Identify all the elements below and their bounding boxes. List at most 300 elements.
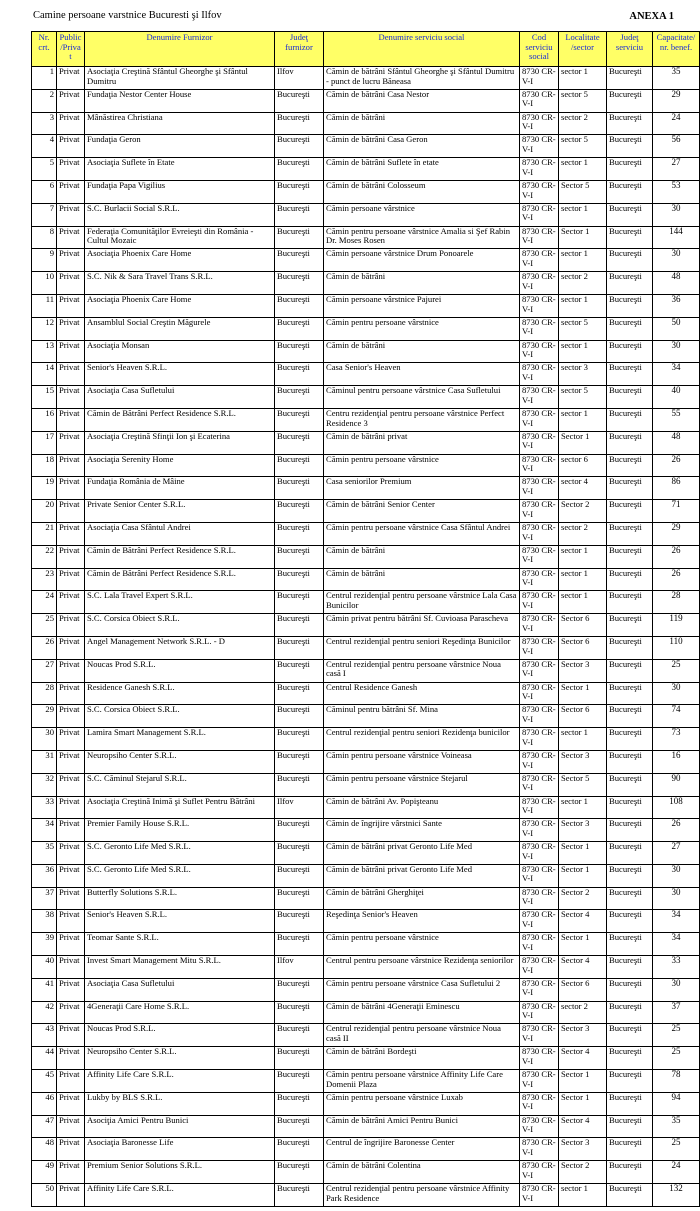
cell-service-name: Cămin pentru persoane vârstnice Voineasa [324, 750, 520, 773]
cell-service-name: Centrul rezidenţial pentru persoane vârstnice Affinity Park Residence [324, 1184, 520, 1207]
cell-service-name: Cămin pentru persoane vârstnice [324, 454, 520, 477]
cell-service-code: 8730 CR-V-I [520, 180, 559, 203]
cell-locality: Sector 4 [559, 1115, 607, 1138]
cell-service-code: 8730 CR-V-I [520, 614, 559, 637]
cell-capacity: 35 [653, 1115, 700, 1138]
cell-service-name: Cămin de bătrâni privat [324, 431, 520, 454]
cell-provider-name: S.C. Lala Travel Expert S.R.L. [85, 591, 275, 614]
cell-provider-name: Butterfly Solutions S.R.L. [85, 887, 275, 910]
cell-provider-name: Cămin de Bătrâni Perfect Residence S.R.L. [85, 568, 275, 591]
table-body [32, 67, 700, 1207]
cell-service-code: 8730 CR-V-I [520, 408, 559, 431]
cell-public-private: Privat [57, 1024, 85, 1047]
cell-provider-name: 4Generaţii Care Home S.R.L. [85, 1001, 275, 1024]
cell-capacity: 24 [653, 1161, 700, 1184]
cell-service-county: Bucureşti [607, 796, 653, 819]
cell-locality: sector 2 [559, 1001, 607, 1024]
cell-provider-county: Bucureşti [275, 1115, 324, 1138]
table-row [32, 522, 700, 545]
cell-public-private: Privat [57, 1138, 85, 1161]
cell-locality: Sector 6 [559, 636, 607, 659]
table-row [32, 728, 700, 751]
cell-nr: 20 [32, 500, 57, 523]
cell-provider-name: Fundaţia Geron [85, 135, 275, 158]
cell-capacity: 30 [653, 864, 700, 887]
cell-service-county: Bucureşti [607, 1092, 653, 1115]
cell-public-private: Privat [57, 864, 85, 887]
cell-provider-county: Bucureşti [275, 1161, 324, 1184]
cell-service-name: Cămin de bătrâni Colentina [324, 1161, 520, 1184]
cell-nr: 13 [32, 340, 57, 363]
cell-provider-name: Invest Smart Management Mitu S.R.L. [85, 956, 275, 979]
cell-nr: 29 [32, 705, 57, 728]
cell-locality: sector 2 [559, 112, 607, 135]
header-service-county: Judeţ serviciu [607, 32, 653, 67]
cell-public-private: Privat [57, 636, 85, 659]
cell-provider-name: Cămin de Bătrâni Perfect Residence S.R.L. [85, 545, 275, 568]
cell-service-county: Bucureşti [607, 272, 653, 295]
cell-service-name: Centrul rezidenţial pentru seniori Reşedinţa Bunicilor [324, 636, 520, 659]
annex-label: ANEXA 1 [629, 11, 674, 22]
cell-service-code: 8730 CR-V-I [520, 750, 559, 773]
cell-service-county: Bucureşti [607, 1001, 653, 1024]
cell-provider-name: Noucas Prod S.R.L. [85, 1024, 275, 1047]
cell-service-name: Cămin de bătrâni [324, 112, 520, 135]
cell-nr: 21 [32, 522, 57, 545]
cell-provider-name: Asociaţia Serenity Home [85, 454, 275, 477]
table-row [32, 591, 700, 614]
cell-provider-county: Bucureşti [275, 910, 324, 933]
cell-capacity: 34 [653, 933, 700, 956]
cell-service-code: 8730 CR-V-I [520, 545, 559, 568]
cell-provider-county: Bucureşti [275, 773, 324, 796]
cell-provider-name: Ansamblul Social Creştin Măgurele [85, 317, 275, 340]
cell-capacity: 73 [653, 728, 700, 751]
table-row [32, 363, 700, 386]
cell-service-county: Bucureşti [607, 750, 653, 773]
cell-capacity: 29 [653, 89, 700, 112]
cell-capacity: 30 [653, 340, 700, 363]
cell-nr: 9 [32, 249, 57, 272]
cell-provider-name: Fundaţia Nestor Center House [85, 89, 275, 112]
cell-provider-name: Asociaţia Casa Sfântul Andrei [85, 522, 275, 545]
cell-service-code: 8730 CR-V-I [520, 705, 559, 728]
cell-nr: 22 [32, 545, 57, 568]
cell-nr: 49 [32, 1161, 57, 1184]
cell-provider-name: Cămin de Bătrâni Perfect Residence S.R.L. [85, 408, 275, 431]
care-homes-table [31, 31, 700, 1207]
cell-service-name: Cămin de bătrâni [324, 545, 520, 568]
cell-service-code: 8730 CR-V-I [520, 477, 559, 500]
cell-public-private: Privat [57, 340, 85, 363]
cell-service-name: Cămin de bătrâni Casa Geron [324, 135, 520, 158]
cell-service-code: 8730 CR-V-I [520, 1115, 559, 1138]
cell-provider-name: S.C. Geronto Life Med S.R.L. [85, 864, 275, 887]
cell-provider-county: Bucureşti [275, 317, 324, 340]
document-title: Camine persoane varstnice Bucuresti şi Ilfov [33, 10, 222, 21]
cell-service-county: Bucureşti [607, 978, 653, 1001]
table-row [32, 454, 700, 477]
cell-capacity: 26 [653, 454, 700, 477]
table-row [32, 1070, 700, 1093]
header-provider-county: Judeţ furnizor [275, 32, 324, 67]
cell-service-code: 8730 CR-V-I [520, 340, 559, 363]
cell-service-code: 8730 CR-V-I [520, 1161, 559, 1184]
cell-service-name: Centru rezidenţial pentru persoane vârstnice Perfect Residence 3 [324, 408, 520, 431]
cell-service-name: Cămin pentru persoane vârstnice Casa Sufletului 2 [324, 978, 520, 1001]
cell-public-private: Privat [57, 773, 85, 796]
cell-provider-county: Bucureşti [275, 226, 324, 249]
cell-capacity: 33 [653, 956, 700, 979]
cell-nr: 31 [32, 750, 57, 773]
cell-service-county: Bucureşti [607, 180, 653, 203]
cell-nr: 43 [32, 1024, 57, 1047]
cell-public-private: Privat [57, 682, 85, 705]
cell-service-county: Bucureşti [607, 705, 653, 728]
table-row [32, 1001, 700, 1024]
cell-service-code: 8730 CR-V-I [520, 773, 559, 796]
cell-locality: Sector 1 [559, 933, 607, 956]
cell-capacity: 94 [653, 1092, 700, 1115]
cell-nr: 39 [32, 933, 57, 956]
cell-service-county: Bucureşti [607, 203, 653, 226]
cell-nr: 3 [32, 112, 57, 135]
cell-capacity: 16 [653, 750, 700, 773]
cell-locality: Sector 2 [559, 500, 607, 523]
table-row [32, 636, 700, 659]
cell-nr: 19 [32, 477, 57, 500]
cell-capacity: 74 [653, 705, 700, 728]
cell-capacity: 48 [653, 431, 700, 454]
cell-locality: Sector 2 [559, 1161, 607, 1184]
cell-service-county: Bucureşti [607, 910, 653, 933]
cell-capacity: 71 [653, 500, 700, 523]
cell-service-name: Centrul rezidenţial pentru persoane vârstnice Noua casă I [324, 659, 520, 682]
cell-public-private: Privat [57, 819, 85, 842]
cell-nr: 11 [32, 294, 57, 317]
cell-provider-name: Asociaţia Suflete în Etate [85, 158, 275, 181]
cell-locality: Sector 1 [559, 226, 607, 249]
cell-provider-name: S.C. Burlacii Social S.R.L. [85, 203, 275, 226]
cell-locality: sector 5 [559, 386, 607, 409]
cell-service-county: Bucureşti [607, 545, 653, 568]
table-row [32, 842, 700, 865]
cell-provider-county: Bucureşti [275, 864, 324, 887]
cell-capacity: 50 [653, 317, 700, 340]
cell-provider-county: Bucureşti [275, 614, 324, 637]
cell-public-private: Privat [57, 454, 85, 477]
cell-provider-county: Bucureşti [275, 659, 324, 682]
cell-public-private: Privat [57, 659, 85, 682]
cell-nr: 6 [32, 180, 57, 203]
cell-service-name: Cămin de bătrâni 4Generaţii Eminescu [324, 1001, 520, 1024]
cell-nr: 48 [32, 1138, 57, 1161]
cell-provider-county: Bucureşti [275, 728, 324, 751]
table-row [32, 978, 700, 1001]
cell-service-code: 8730 CR-V-I [520, 67, 559, 90]
cell-nr: 1 [32, 67, 57, 90]
cell-locality: sector 1 [559, 158, 607, 181]
cell-public-private: Privat [57, 933, 85, 956]
cell-nr: 15 [32, 386, 57, 409]
cell-service-name: Cămin de bătrâni privat Geronto Life Med [324, 864, 520, 887]
table-row [32, 272, 700, 295]
cell-service-county: Bucureşti [607, 226, 653, 249]
cell-nr: 14 [32, 363, 57, 386]
header-service-code: Cod serviciu social [520, 32, 559, 67]
cell-provider-name: Asociaţia Phoenix Care Home [85, 249, 275, 272]
header-service-name: Denumire serviciu social [324, 32, 520, 67]
cell-capacity: 27 [653, 842, 700, 865]
cell-locality: sector 6 [559, 454, 607, 477]
table-row [32, 294, 700, 317]
cell-provider-county: Bucureşti [275, 112, 324, 135]
cell-nr: 42 [32, 1001, 57, 1024]
cell-service-code: 8730 CR-V-I [520, 933, 559, 956]
cell-capacity: 25 [653, 659, 700, 682]
cell-service-code: 8730 CR-V-I [520, 819, 559, 842]
cell-locality: sector 1 [559, 796, 607, 819]
cell-provider-county: Bucureşti [275, 636, 324, 659]
cell-provider-county: Bucureşti [275, 887, 324, 910]
cell-nr: 36 [32, 864, 57, 887]
cell-service-county: Bucureşti [607, 386, 653, 409]
cell-service-name: Cămin de bătrâni Colosseum [324, 180, 520, 203]
cell-service-code: 8730 CR-V-I [520, 1138, 559, 1161]
cell-service-code: 8730 CR-V-I [520, 454, 559, 477]
cell-locality: sector 1 [559, 340, 607, 363]
cell-provider-county: Bucureşti [275, 1024, 324, 1047]
cell-nr: 35 [32, 842, 57, 865]
cell-provider-county: Bucureşti [275, 454, 324, 477]
cell-service-county: Bucureşti [607, 956, 653, 979]
cell-capacity: 110 [653, 636, 700, 659]
table-row [32, 386, 700, 409]
cell-capacity: 108 [653, 796, 700, 819]
cell-capacity: 144 [653, 226, 700, 249]
cell-service-name: Cămin persoane vârstnice Pajurei [324, 294, 520, 317]
cell-service-county: Bucureşti [607, 112, 653, 135]
cell-provider-name: Asociaţia Creştină Inimă şi Suflet Pentru Bătrâni [85, 796, 275, 819]
cell-service-name: Casa Senior's Heaven [324, 363, 520, 386]
cell-service-county: Bucureşti [607, 1024, 653, 1047]
cell-locality: Sector 1 [559, 1092, 607, 1115]
cell-provider-county: Bucureşti [275, 1047, 324, 1070]
cell-service-county: Bucureşti [607, 158, 653, 181]
cell-nr: 37 [32, 887, 57, 910]
cell-service-name: Centrul rezidenţial pentru persoane vârstnice Noua casă II [324, 1024, 520, 1047]
cell-provider-county: Bucureşti [275, 1001, 324, 1024]
cell-public-private: Privat [57, 226, 85, 249]
cell-nr: 40 [32, 956, 57, 979]
cell-provider-county: Bucureşti [275, 568, 324, 591]
cell-provider-name: Asociaţia Creştină Sfinţii Ion şi Ecaterina [85, 431, 275, 454]
cell-service-code: 8730 CR-V-I [520, 294, 559, 317]
cell-service-code: 8730 CR-V-I [520, 1070, 559, 1093]
cell-service-name: Cămin pentru persoane vârstnice Stejarul [324, 773, 520, 796]
cell-provider-county: Bucureşti [275, 500, 324, 523]
cell-service-name: Cămin persoane vârstnice [324, 203, 520, 226]
cell-capacity: 36 [653, 294, 700, 317]
cell-service-name: Cămin pentru persoane vârstnice [324, 317, 520, 340]
cell-service-code: 8730 CR-V-I [520, 591, 559, 614]
cell-locality: sector 2 [559, 272, 607, 295]
cell-provider-county: Bucureşti [275, 249, 324, 272]
cell-provider-county: Bucureşti [275, 545, 324, 568]
cell-provider-county: Bucureşti [275, 340, 324, 363]
cell-service-county: Bucureşti [607, 317, 653, 340]
table-row [32, 408, 700, 431]
cell-provider-name: Residence Ganesh S.R.L. [85, 682, 275, 705]
table-row [32, 568, 700, 591]
table-row [32, 819, 700, 842]
cell-locality: sector 5 [559, 317, 607, 340]
cell-nr: 44 [32, 1047, 57, 1070]
cell-provider-name: Federaţia Comunităţilor Evreieşti din România - Cultul Mozaic [85, 226, 275, 249]
table-row [32, 1161, 700, 1184]
cell-service-county: Bucureşti [607, 933, 653, 956]
cell-provider-county: Bucureşti [275, 89, 324, 112]
cell-provider-county: Bucureşti [275, 933, 324, 956]
cell-service-code: 8730 CR-V-I [520, 568, 559, 591]
cell-provider-name: Senior's Heaven S.R.L. [85, 363, 275, 386]
cell-provider-name: Private Senior Center S.R.L. [85, 500, 275, 523]
cell-locality: sector 2 [559, 522, 607, 545]
cell-service-code: 8730 CR-V-I [520, 1001, 559, 1024]
cell-public-private: Privat [57, 956, 85, 979]
cell-locality: Sector 4 [559, 1047, 607, 1070]
cell-locality: sector 1 [559, 203, 607, 226]
cell-capacity: 26 [653, 545, 700, 568]
cell-public-private: Privat [57, 978, 85, 1001]
header-public-private: Public /Priva t [57, 32, 85, 67]
cell-capacity: 30 [653, 887, 700, 910]
cell-locality: Sector 4 [559, 910, 607, 933]
table-row [32, 682, 700, 705]
cell-service-code: 8730 CR-V-I [520, 226, 559, 249]
cell-service-county: Bucureşti [607, 1070, 653, 1093]
cell-capacity: 78 [653, 1070, 700, 1093]
cell-service-code: 8730 CR-V-I [520, 956, 559, 979]
cell-service-name: Cămin de bătrâni [324, 568, 520, 591]
cell-public-private: Privat [57, 545, 85, 568]
cell-provider-name: Fundaţia România de Mâine [85, 477, 275, 500]
cell-provider-name: Asociaţia Creştină Sfântul Gheorghe şi Sfântul Dumitru [85, 67, 275, 90]
cell-provider-name: Noucas Prod S.R.L. [85, 659, 275, 682]
cell-locality: sector 1 [559, 408, 607, 431]
cell-locality: sector 1 [559, 67, 607, 90]
cell-locality: sector 3 [559, 363, 607, 386]
cell-public-private: Privat [57, 614, 85, 637]
cell-capacity: 53 [653, 180, 700, 203]
cell-service-name: Casa seniorilor Premium [324, 477, 520, 500]
cell-provider-county: Bucureşti [275, 682, 324, 705]
cell-capacity: 25 [653, 1024, 700, 1047]
cell-provider-county: Bucureşti [275, 1138, 324, 1161]
cell-capacity: 37 [653, 1001, 700, 1024]
cell-service-code: 8730 CR-V-I [520, 636, 559, 659]
cell-provider-county: Bucureşti [275, 750, 324, 773]
cell-provider-county: Ilfov [275, 796, 324, 819]
cell-service-name: Reşedinţa Senior's Heaven [324, 910, 520, 933]
cell-locality: sector 5 [559, 89, 607, 112]
cell-public-private: Privat [57, 705, 85, 728]
cell-public-private: Privat [57, 203, 85, 226]
cell-provider-county: Bucureşti [275, 158, 324, 181]
cell-provider-name: Asociaţia Baronesse Life [85, 1138, 275, 1161]
cell-service-county: Bucureşti [607, 614, 653, 637]
cell-locality: sector 1 [559, 568, 607, 591]
cell-service-county: Bucureşti [607, 294, 653, 317]
cell-nr: 16 [32, 408, 57, 431]
cell-service-name: Cămin de bătrâni Senior Center [324, 500, 520, 523]
cell-service-county: Bucureşti [607, 477, 653, 500]
cell-capacity: 29 [653, 522, 700, 545]
cell-public-private: Privat [57, 1070, 85, 1093]
table-row [32, 158, 700, 181]
cell-provider-name: Asociaţia Casa Sufletului [85, 386, 275, 409]
cell-service-county: Bucureşti [607, 682, 653, 705]
cell-capacity: 24 [653, 112, 700, 135]
cell-service-name: Cămin de bătrâni Sfântul Gheorghe şi Sfântul Dumitru - punct de lucru Băneasa [324, 67, 520, 90]
header-locality: Localitate /sector [559, 32, 607, 67]
cell-service-name: Centrul Residence Ganesh [324, 682, 520, 705]
table-row [32, 956, 700, 979]
cell-locality: Sector 3 [559, 1024, 607, 1047]
cell-nr: 24 [32, 591, 57, 614]
cell-nr: 33 [32, 796, 57, 819]
cell-locality: Sector 1 [559, 431, 607, 454]
cell-service-county: Bucureşti [607, 89, 653, 112]
cell-provider-name: Lamira Smart Management S.R.L. [85, 728, 275, 751]
cell-public-private: Privat [57, 317, 85, 340]
table-row [32, 89, 700, 112]
cell-capacity: 30 [653, 203, 700, 226]
cell-capacity: 34 [653, 363, 700, 386]
cell-provider-name: Neuropsiho Center S.R.L. [85, 750, 275, 773]
cell-locality: Sector 3 [559, 659, 607, 682]
cell-locality: Sector 1 [559, 842, 607, 865]
cell-provider-name: Premier Family House S.R.L. [85, 819, 275, 842]
cell-capacity: 119 [653, 614, 700, 637]
cell-service-name: Centrul rezidenţial pentru persoane vârstnice Lala Casa Bunicilor [324, 591, 520, 614]
cell-capacity: 132 [653, 1184, 700, 1207]
cell-locality: Sector 6 [559, 614, 607, 637]
cell-nr: 12 [32, 317, 57, 340]
cell-provider-county: Bucureşti [275, 1184, 324, 1207]
cell-nr: 25 [32, 614, 57, 637]
cell-service-county: Bucureşti [607, 1047, 653, 1070]
cell-provider-county: Bucureşti [275, 842, 324, 865]
table-row [32, 226, 700, 249]
table-row [32, 340, 700, 363]
table-row [32, 1092, 700, 1115]
cell-service-code: 8730 CR-V-I [520, 158, 559, 181]
cell-public-private: Privat [57, 249, 85, 272]
cell-service-name: Cămin de bătrâni Suflete în etate [324, 158, 520, 181]
cell-service-county: Bucureşti [607, 1115, 653, 1138]
cell-nr: 23 [32, 568, 57, 591]
cell-public-private: Privat [57, 1001, 85, 1024]
cell-capacity: 28 [653, 591, 700, 614]
cell-public-private: Privat [57, 796, 85, 819]
cell-capacity: 55 [653, 408, 700, 431]
table-row [32, 1138, 700, 1161]
cell-locality: Sector 2 [559, 887, 607, 910]
cell-capacity: 40 [653, 386, 700, 409]
cell-service-name: Cămin de bătrâni Gherghiţei [324, 887, 520, 910]
cell-public-private: Privat [57, 500, 85, 523]
